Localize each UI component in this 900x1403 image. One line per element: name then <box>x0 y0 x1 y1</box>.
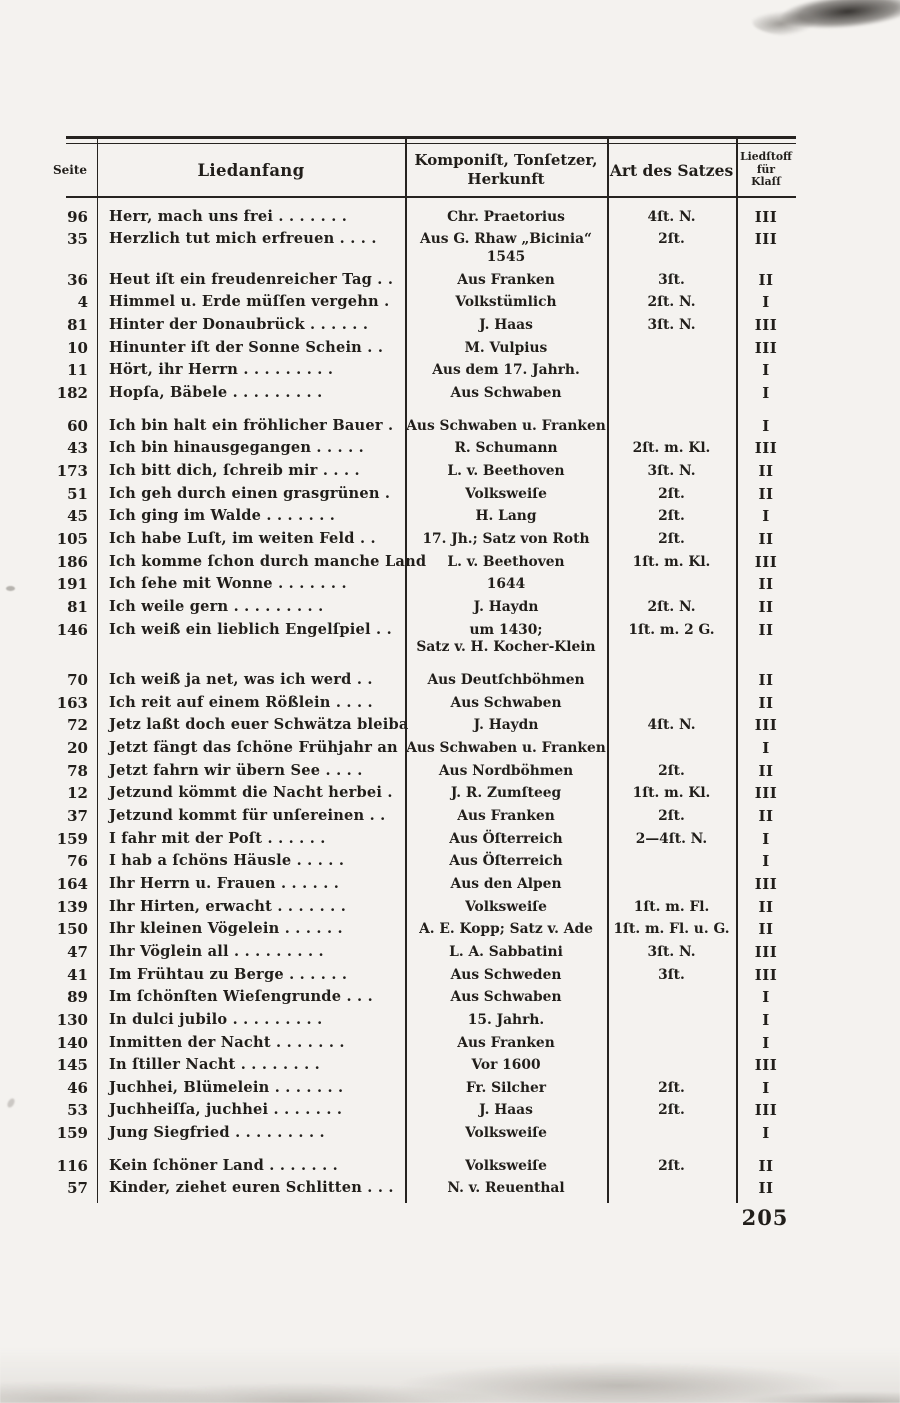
cell-liedanfang: Ich ging im Walde . . . . . . . <box>109 507 336 525</box>
cell-art-des-satzes: 3ſt. N. <box>647 462 696 479</box>
cell-liedstoff-klass: II <box>758 761 774 780</box>
cell-liedanfang: Hinter der Donaubrück . . . . . . <box>109 315 369 333</box>
cell-komponist <box>405 737 607 760</box>
komponist-line1: Aus G. Rhaw „Bicinia“ <box>420 231 592 248</box>
table-row <box>50 692 796 715</box>
cell-art-des-satzes: 2ſt. N. <box>647 294 696 311</box>
cell-art-des-satzes: 2—4ſt. N. <box>635 830 708 847</box>
cell-liedstoff-klass: I <box>762 1124 770 1143</box>
cell-liedanfang: Ihr kleinen Vögelein . . . . . . <box>109 920 343 938</box>
cell-liedanfang: In ſtiller Nacht . . . . . . . . <box>109 1056 320 1074</box>
cell-liedanfang: Ich bin hinausgegangen . . . . . <box>109 439 364 457</box>
komponist-line1: L. v. Beethoven <box>447 462 565 479</box>
cell-seite: 70 <box>67 671 88 689</box>
cell-liedstoff-klass: II <box>758 806 774 825</box>
cell-liedstoff-klass: I <box>762 293 770 312</box>
cell-komponist <box>405 782 607 805</box>
cell-art-des-satzes: 2ſt. <box>658 1079 685 1096</box>
cell-liedstoff-klass: III <box>754 315 778 334</box>
cell-liedanfang: Herzlich tut mich erfreuen . . . . <box>109 230 377 248</box>
column-header-liedanfang-label: Liedanfang <box>197 160 305 180</box>
cell-liedanfang: Jetzt fängt das ſchöne Frühjahr an <box>109 738 398 756</box>
cell-seite: 130 <box>56 1010 88 1029</box>
table-row <box>50 269 796 292</box>
table-row <box>50 483 796 506</box>
cell-liedanfang: Hört, ihr Herrn . . . . . . . . . <box>109 361 334 379</box>
komponist-line1: M. Vulpius <box>464 339 548 356</box>
table-row <box>50 1054 796 1077</box>
cell-liedstoff-klass: II <box>758 1179 774 1198</box>
cell-art-des-satzes: 3ſt. <box>658 271 685 288</box>
cell-komponist <box>405 941 607 964</box>
table-row <box>50 314 796 337</box>
komponist-line1: Fr. Silcher <box>465 1079 547 1096</box>
cell-komponist <box>405 1122 607 1145</box>
cell-liedstoff-klass: I <box>762 416 770 435</box>
table-row <box>50 206 796 229</box>
komponist-line1: Chr. Praetorius <box>447 208 565 225</box>
cell-seite: 164 <box>56 874 88 893</box>
cell-seite: 89 <box>67 988 88 1007</box>
cell-liedstoff-klass: I <box>762 852 770 871</box>
page-number: 205 <box>741 1205 789 1230</box>
cell-liedstoff-klass: II <box>758 671 774 689</box>
cell-art-des-satzes: 3ſt. N. <box>647 316 696 333</box>
cell-liedstoff-klass: II <box>758 920 774 939</box>
column-header-seite <box>44 146 96 194</box>
table-row <box>50 714 796 737</box>
cell-komponist <box>405 896 607 919</box>
cell-seite: 182 <box>56 383 88 402</box>
table-row <box>50 918 796 941</box>
table-row <box>50 782 796 805</box>
cell-liedstoff-klass: III <box>754 716 778 735</box>
cell-komponist <box>405 551 607 574</box>
cell-komponist <box>405 1099 607 1122</box>
table-row <box>50 596 796 619</box>
cell-liedanfang: Ich reit auf einem Rößlein . . . . <box>109 693 373 711</box>
table-row <box>50 941 796 964</box>
cell-komponist <box>405 437 607 460</box>
cell-liedanfang: Juchheiſſa, juchhei . . . . . . . <box>109 1101 343 1119</box>
komponist-line1: Aus Schweden <box>450 966 562 983</box>
komponist-line1: L. A. Sabbatini <box>449 943 563 960</box>
cell-liedanfang: Ich weiß ja net, was ich werd . . <box>109 671 373 688</box>
column-header-klass-line3: Klaſſ <box>751 175 781 189</box>
cell-komponist <box>405 1032 607 1055</box>
cell-liedstoff-klass: II <box>758 693 774 712</box>
table-row <box>50 986 796 1009</box>
cell-komponist <box>405 337 607 360</box>
table-row <box>50 896 796 919</box>
cell-komponist <box>405 828 607 851</box>
cell-seite: 47 <box>67 942 88 961</box>
cell-liedanfang: Himmel u. Erde müſſen vergehn . <box>109 293 390 311</box>
cell-seite: 76 <box>67 852 88 871</box>
komponist-line1: 15. Jahrh. <box>467 1011 545 1028</box>
table-row <box>50 1122 796 1145</box>
komponist-line1: Volksweiſe <box>465 1157 547 1174</box>
cell-liedanfang: Ich geh durch einen grasgrünen . <box>109 484 391 502</box>
cell-liedanfang: Jung Siegfried . . . . . . . . . <box>109 1124 325 1142</box>
cell-seite: 146 <box>56 620 88 639</box>
cell-seite: 139 <box>56 897 88 916</box>
cell-seite: 10 <box>67 338 88 357</box>
komponist-line1: J. Haydn <box>473 598 539 615</box>
table-row <box>50 619 796 660</box>
table-row <box>50 359 796 382</box>
column-header-art-des-satzes <box>607 146 736 194</box>
cell-art-des-satzes: 4ſt. N. <box>647 717 696 734</box>
cell-liedstoff-klass: III <box>754 230 778 249</box>
cell-liedstoff-klass: I <box>762 988 770 1007</box>
komponist-line1: Aus Öſterreich <box>449 853 563 870</box>
cell-art-des-satzes: 1ſt. m. 2 G. <box>628 621 715 638</box>
cell-liedanfang: Herr, mach uns frei . . . . . . . <box>109 207 348 225</box>
komponist-line1: Volksweiſe <box>465 898 547 915</box>
cell-liedanfang: Kein ſchöner Land . . . . . . . <box>109 1156 338 1174</box>
table-row <box>50 669 796 692</box>
table-row <box>50 873 796 896</box>
cell-liedstoff-klass: I <box>762 738 770 757</box>
cell-liedanfang: Juchhei, Blümelein . . . . . . . <box>109 1078 344 1096</box>
cell-seite: 37 <box>67 806 88 825</box>
cell-art-des-satzes: 1ſt. m. Kl. <box>632 553 711 570</box>
cell-liedanfang: Kinder, ziehet euren Schlitten . . . <box>109 1179 394 1197</box>
scan-noise-bottom <box>0 1323 900 1403</box>
cell-liedanfang: Ich bin halt ein fröhlicher Bauer . <box>109 416 394 434</box>
cell-liedstoff-klass: I <box>762 383 770 402</box>
cell-liedanfang: Ich komme ſchon durch manche Land <box>109 552 427 570</box>
cell-art-des-satzes: 1ſt. m. Fl. u. G. <box>613 921 730 938</box>
cell-seite: 36 <box>67 270 88 289</box>
cell-liedanfang: Jetzt fahrn wir übern See . . . . <box>109 761 363 779</box>
table-row <box>50 1155 796 1178</box>
cell-liedstoff-klass: II <box>758 620 774 639</box>
komponist-line1: Volkstümlich <box>455 294 557 311</box>
cell-liedanfang: Im Frühtau zu Berge . . . . . . <box>109 965 348 983</box>
cell-liedstoff-klass: III <box>754 207 778 226</box>
cell-liedanfang: Inmitten der Nacht . . . . . . . <box>109 1033 345 1051</box>
cell-liedstoff-klass: II <box>758 1156 774 1175</box>
cell-liedanfang: Ich habe Luſt, im weiten Feld . . <box>109 529 376 547</box>
cell-liedstoff-klass: I <box>762 1010 770 1029</box>
cell-liedstoff-klass: I <box>762 1033 770 1052</box>
komponist-line1: 1644 <box>486 576 526 593</box>
cell-komponist <box>405 415 607 438</box>
cell-seite: 60 <box>67 416 88 435</box>
cell-liedanfang: Ihr Vöglein all . . . . . . . . . <box>109 942 324 960</box>
cell-art-des-satzes: 4ſt. N. <box>647 208 696 225</box>
cell-komponist <box>405 528 607 551</box>
cell-seite: 191 <box>56 575 88 594</box>
cell-liedstoff-klass: II <box>758 461 774 480</box>
column-header-art-label: Art des Satzes <box>609 160 734 180</box>
cell-komponist <box>405 291 607 314</box>
cell-liedanfang: Ihr Herrn u. Frauen . . . . . . <box>109 874 340 892</box>
komponist-line1: Aus Franken <box>457 807 555 824</box>
cell-seite: 105 <box>56 529 88 548</box>
komponist-line1: Aus dem 17. Jahrh. <box>432 362 580 379</box>
komponist-line2: Satz v. H. Kocher-Klein <box>416 639 596 656</box>
cell-komponist <box>405 805 607 828</box>
cell-liedstoff-klass: III <box>754 338 778 357</box>
cell-liedanfang: Hopſa, Bäbele . . . . . . . . . <box>109 383 323 401</box>
table-row <box>50 1009 796 1032</box>
table-row <box>50 437 796 460</box>
cell-art-des-satzes: 2ſt. <box>658 508 685 525</box>
cell-seite: 11 <box>67 361 88 380</box>
cell-liedstoff-klass: III <box>754 552 778 571</box>
table-row <box>50 228 796 269</box>
table-row <box>50 850 796 873</box>
table-row <box>50 1099 796 1122</box>
scan-speck <box>6 586 15 591</box>
table-top-rule-thick <box>66 136 796 139</box>
cell-komponist <box>405 1009 607 1032</box>
cell-liedanfang: Im ſchönſten Wieſengrunde . . . <box>109 988 373 1006</box>
komponist-line1: J. Haas <box>479 316 533 333</box>
cell-komponist <box>405 1155 607 1178</box>
komponist-line1: Vor 1600 <box>471 1057 541 1074</box>
cell-komponist <box>405 573 607 596</box>
cell-liedstoff-klass: I <box>762 1078 770 1097</box>
cell-komponist <box>405 760 607 783</box>
komponist-line1: Aus Schwaben u. Franken <box>406 417 606 434</box>
scan-smudge-top-right <box>750 0 900 43</box>
cell-seite: 53 <box>67 1101 88 1120</box>
cell-art-des-satzes: 2ſt. <box>658 807 685 824</box>
cell-komponist <box>405 1054 607 1077</box>
table-row <box>50 1077 796 1100</box>
cell-liedstoff-klass: I <box>762 507 770 526</box>
cell-komponist <box>405 986 607 1009</box>
column-header-liedstoff-klass <box>736 146 796 194</box>
cell-seite: 41 <box>67 965 88 984</box>
cell-komponist <box>405 359 607 382</box>
komponist-line1: Aus Schwaben <box>450 694 562 711</box>
cell-seite: 20 <box>67 738 88 757</box>
cell-seite: 163 <box>56 693 88 712</box>
komponist-line1: L. v. Beethoven <box>447 553 565 570</box>
cell-komponist <box>405 850 607 873</box>
cell-liedanfang: Heut iſt ein freudenreicher Tag . . <box>109 270 394 288</box>
cell-seite: 12 <box>67 784 88 803</box>
cell-seite: 81 <box>67 315 88 334</box>
cell-art-des-satzes: 2ſt. <box>658 485 685 502</box>
cell-komponist <box>405 228 607 267</box>
komponist-line1: Aus Schwaben <box>450 989 562 1006</box>
komponist-line1: A. E. Kopp; Satz v. Ade <box>419 921 593 938</box>
cell-komponist <box>405 692 607 715</box>
table-row <box>50 291 796 314</box>
cell-seite: 72 <box>67 716 88 735</box>
cell-seite: 159 <box>56 1124 88 1143</box>
cell-liedstoff-klass: II <box>758 529 774 548</box>
komponist-line1: Aus Schwaben <box>450 384 562 401</box>
cell-liedstoff-klass: III <box>754 439 778 458</box>
table-body <box>50 206 796 1201</box>
cell-seite: 78 <box>67 761 88 780</box>
cell-komponist <box>405 382 607 405</box>
komponist-line1: J. Haas <box>479 1102 533 1119</box>
cell-art-des-satzes: 1ſt. m. Fl. <box>633 898 710 915</box>
column-header-komponist <box>405 146 607 194</box>
cell-liedanfang: Ich ſehe mit Wonne . . . . . . . <box>109 575 347 593</box>
column-header-klass-line1: Liedſtoff <box>740 150 792 164</box>
cell-art-des-satzes: 3ſt. <box>658 966 685 983</box>
komponist-line1: Aus Franken <box>457 1034 555 1051</box>
table-header-separator <box>66 196 796 199</box>
komponist-line1: Aus Deutſchböhmen <box>427 672 585 688</box>
table-row <box>50 964 796 987</box>
cell-seite: 43 <box>67 439 88 458</box>
cell-art-des-satzes: 2ſt. <box>658 1157 685 1174</box>
column-header-komponist-line2: Herkunft <box>467 170 545 188</box>
komponist-line1: um 1430; <box>469 621 543 638</box>
scan-speck <box>6 1097 16 1109</box>
table-row <box>50 528 796 551</box>
komponist-line1: Volksweiſe <box>465 1125 547 1142</box>
cell-liedstoff-klass: II <box>758 270 774 289</box>
cell-liedanfang: Ich weiß ein lieblich Engelſpiel . . <box>109 620 392 638</box>
cell-seite: 173 <box>56 461 88 480</box>
cell-liedstoff-klass: III <box>754 784 778 803</box>
komponist-line1: Aus Nordböhmen <box>438 762 574 779</box>
cell-seite: 140 <box>56 1033 88 1052</box>
cell-liedanfang: Jetzund kommt für unſereinen . . <box>109 806 386 824</box>
cell-seite: 150 <box>56 920 88 939</box>
cell-komponist <box>405 1177 607 1200</box>
komponist-line1: Aus Öſterreich <box>449 830 563 847</box>
cell-liedanfang: Ihr Hirten, erwacht . . . . . . . <box>109 897 346 915</box>
column-header-liedanfang <box>97 146 405 194</box>
cell-komponist <box>405 873 607 896</box>
cell-liedanfang: Ich weile gern . . . . . . . . . <box>109 597 324 615</box>
cell-liedanfang: Jetz laßt doch euer Schwätza bleiba <box>109 716 409 734</box>
cell-art-des-satzes: 2ſt. <box>658 1102 685 1119</box>
cell-seite: 4 <box>77 293 88 312</box>
komponist-line1: J. R. Zumſteeg <box>450 785 562 802</box>
table-row <box>50 805 796 828</box>
komponist-line1: N. v. Reuenthal <box>447 1180 565 1197</box>
cell-komponist <box>405 619 607 658</box>
cell-liedanfang: Jetzund kömmt die Nacht herbei . <box>109 784 393 802</box>
table-row <box>50 460 796 483</box>
cell-komponist <box>405 918 607 941</box>
cell-liedanfang: In dulci jubilo . . . . . . . . . <box>109 1010 323 1028</box>
cell-seite: 35 <box>67 230 88 249</box>
cell-liedstoff-klass: II <box>758 484 774 503</box>
cell-liedstoff-klass: II <box>758 575 774 594</box>
cell-seite: 57 <box>67 1179 88 1198</box>
komponist-line1: H. Lang <box>475 508 537 525</box>
cell-seite: 159 <box>56 829 88 848</box>
table-row <box>50 337 796 360</box>
cell-komponist <box>405 714 607 737</box>
cell-art-des-satzes: 2ſt. <box>658 762 685 779</box>
cell-liedstoff-klass: I <box>762 829 770 848</box>
cell-liedstoff-klass: III <box>754 965 778 984</box>
cell-komponist <box>405 314 607 337</box>
cell-liedstoff-klass: I <box>762 361 770 380</box>
cell-komponist <box>405 596 607 619</box>
komponist-line2: 1545 <box>486 248 526 265</box>
cell-seite: 186 <box>56 552 88 571</box>
komponist-line1: R. Schumann <box>454 440 558 457</box>
cell-art-des-satzes: 2ſt. <box>658 231 685 248</box>
cell-seite: 116 <box>56 1156 88 1175</box>
cell-komponist <box>405 269 607 292</box>
komponist-line1: Aus Schwaben u. Franken <box>406 739 606 756</box>
cell-art-des-satzes: 3ſt. N. <box>647 943 696 960</box>
cell-liedstoff-klass: III <box>754 942 778 961</box>
cell-seite: 45 <box>67 507 88 526</box>
column-header-klass-line2: für <box>756 162 776 176</box>
table-row <box>50 415 796 438</box>
table-row <box>50 382 796 405</box>
cell-komponist <box>405 505 607 528</box>
table-row <box>50 737 796 760</box>
cell-seite: 46 <box>67 1078 88 1097</box>
cell-liedstoff-klass: III <box>754 874 778 893</box>
cell-komponist <box>405 669 607 692</box>
komponist-line1: Aus den Alpen <box>450 875 562 892</box>
table-row <box>50 505 796 528</box>
cell-art-des-satzes: 1ſt. m. Kl. <box>632 785 711 802</box>
column-header-komponist-line1: Komponiſt, Tonſetzer, <box>414 151 598 169</box>
table-row <box>50 551 796 574</box>
table-row <box>50 760 796 783</box>
komponist-line1: Volksweiſe <box>465 485 547 502</box>
table-top-rule-thin <box>66 143 796 144</box>
cell-seite: 96 <box>67 207 88 226</box>
cell-liedanfang: Ich bitt dich, ſchreib mir . . . . <box>109 461 360 479</box>
column-header-seite-label: Seite <box>52 163 88 177</box>
cell-liedstoff-klass: III <box>754 1101 778 1120</box>
cell-seite: 81 <box>67 597 88 616</box>
cell-liedstoff-klass: II <box>758 597 774 616</box>
cell-art-des-satzes: 2ſt. m. Kl. <box>632 440 711 457</box>
komponist-line1: J. Haydn <box>473 717 539 734</box>
komponist-line1: 17. Jh.; Satz von Roth <box>422 530 590 547</box>
cell-seite: 145 <box>56 1056 88 1075</box>
cell-komponist <box>405 206 607 229</box>
table-row <box>50 828 796 851</box>
cell-komponist <box>405 483 607 506</box>
table-row <box>50 1032 796 1055</box>
cell-komponist <box>405 460 607 483</box>
cell-liedanfang: I hab a ſchöns Häusle . . . . . <box>109 852 345 870</box>
cell-liedstoff-klass: II <box>758 897 774 916</box>
cell-liedstoff-klass: III <box>754 1056 778 1075</box>
table-row <box>50 1177 796 1200</box>
komponist-line1: Aus Franken <box>457 271 555 288</box>
cell-liedanfang: I fahr mit der Poſt . . . . . . <box>109 829 326 847</box>
cell-liedanfang: Hinunter iſt der Sonne Schein . . <box>109 338 384 356</box>
cell-art-des-satzes: 2ſt. <box>658 530 685 547</box>
table-row <box>50 573 796 596</box>
cell-komponist <box>405 964 607 987</box>
cell-komponist <box>405 1077 607 1100</box>
cell-art-des-satzes: 2ſt. N. <box>647 598 696 615</box>
cell-seite: 51 <box>67 484 88 503</box>
